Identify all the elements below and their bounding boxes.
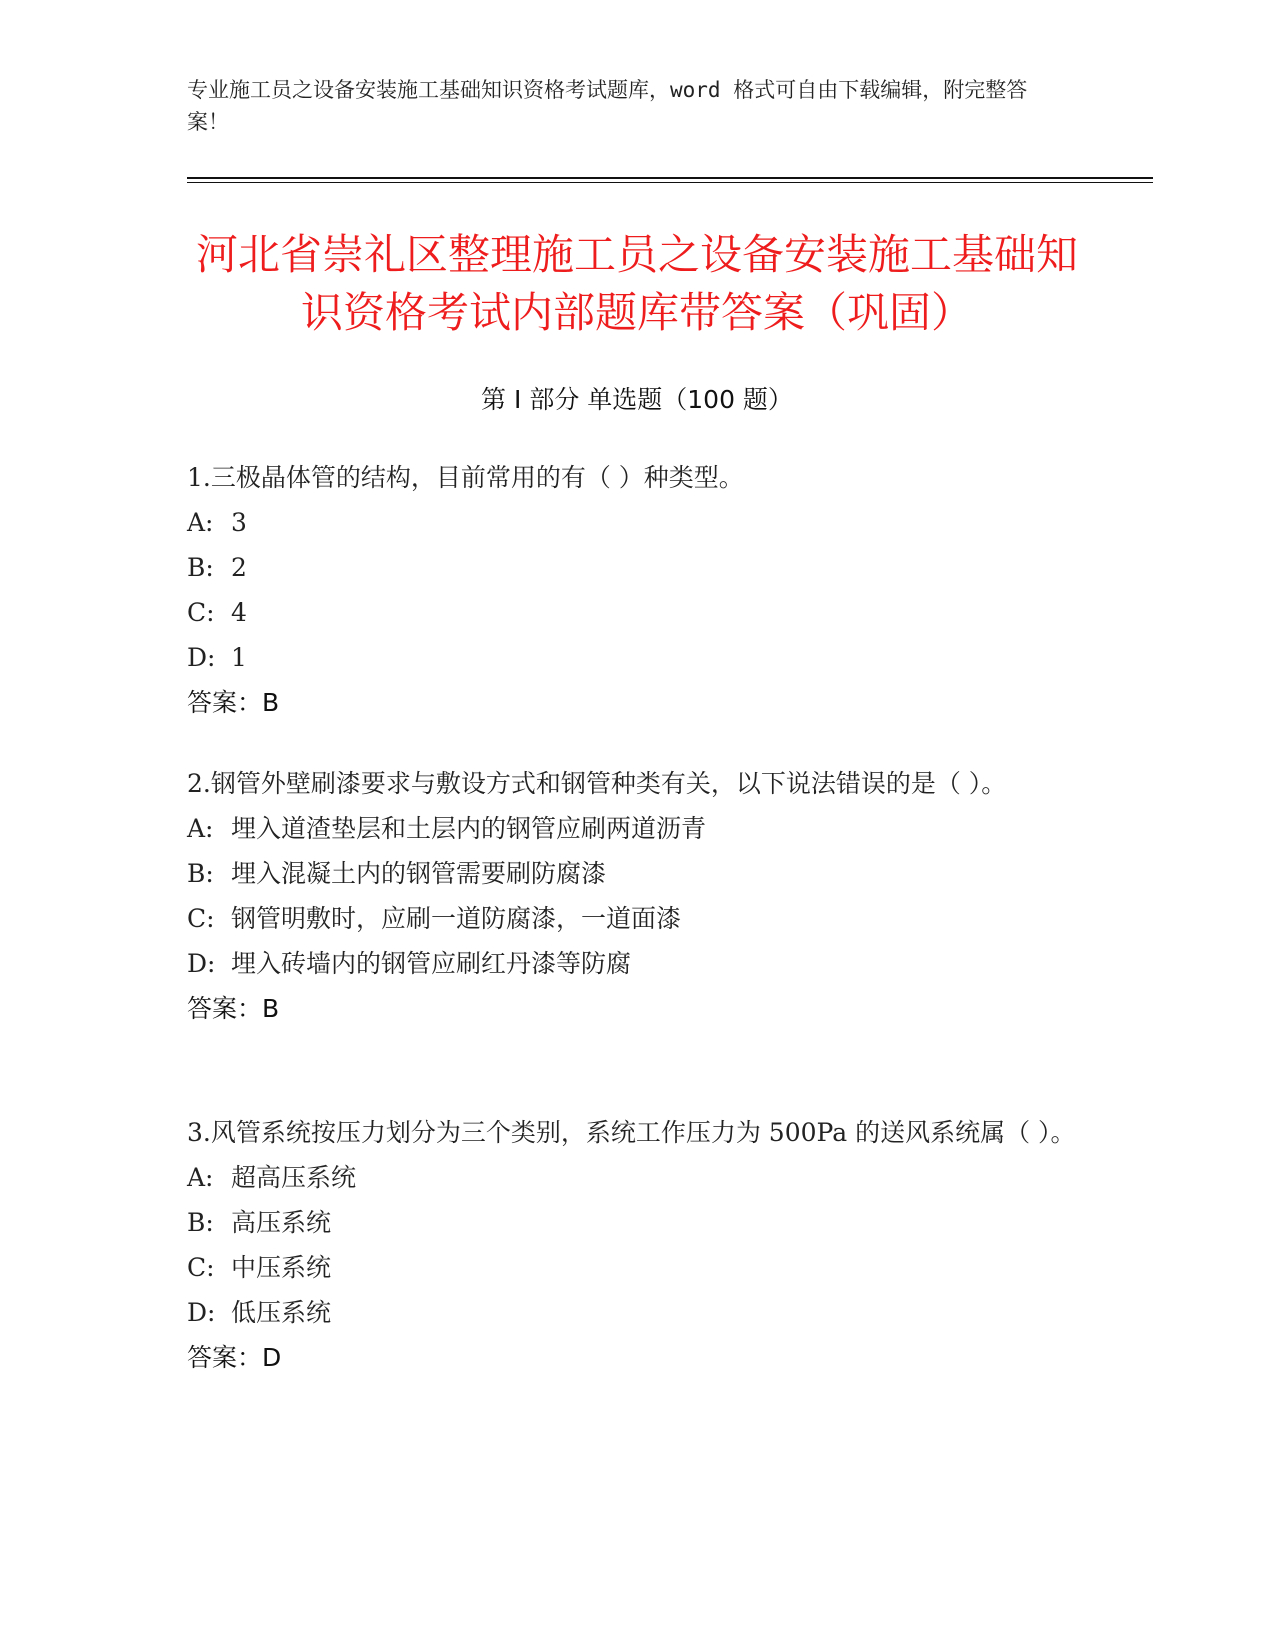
section-heading: 第 I 部分 单选题（100 题） bbox=[481, 385, 793, 414]
option-letter: A: bbox=[187, 814, 214, 843]
option-a bbox=[187, 806, 1087, 851]
option-text: 中压系统 bbox=[231, 1253, 332, 1282]
option-text: 埋入道渣垫层和土层内的钢管应刷两道沥青 bbox=[231, 814, 707, 843]
question-stem: 2.钢管外壁刷漆要求与敷设方式和钢管种类有关，以下说法错误的是（ ）。 bbox=[187, 769, 1007, 798]
option-text: 埋入砖墙内的钢管应刷红丹漆等防腐 bbox=[231, 949, 632, 978]
option-text: 4 bbox=[231, 598, 247, 627]
option-letter: C: bbox=[187, 598, 215, 627]
option-a bbox=[187, 500, 1087, 545]
answer-line: 答案：D bbox=[187, 1343, 282, 1372]
option-text: 钢管明敷时，应刷一道防腐漆，一道面漆 bbox=[231, 904, 682, 933]
option-text: 高压系统 bbox=[231, 1208, 332, 1237]
option-text: 低压系统 bbox=[231, 1298, 332, 1327]
option-text: 3 bbox=[231, 508, 247, 537]
option-c bbox=[187, 1245, 1087, 1290]
option-letter: D: bbox=[187, 643, 216, 672]
header-divider-thick bbox=[187, 177, 1153, 179]
answer-line: 答案：B bbox=[187, 994, 280, 1023]
question-stem: 3.风管系统按压力划分为三个类别，系统工作压力为 500Pa 的送风系统属（ ）。 bbox=[187, 1118, 1076, 1147]
option-letter: D: bbox=[187, 1298, 216, 1327]
document-title: 河北省崇礼区整理施工员之设备安装施工基础知识资格考试内部题库带答案（巩固） bbox=[195, 230, 1078, 337]
option-letter: A: bbox=[187, 508, 214, 537]
question-1 bbox=[187, 455, 1087, 725]
question-stem: 1.三极晶体管的结构，目前常用的有（ ）种类型。 bbox=[187, 463, 744, 492]
answer-line: 答案：B bbox=[187, 688, 280, 717]
option-d bbox=[187, 941, 1087, 986]
option-letter: B: bbox=[187, 1208, 214, 1237]
option-c bbox=[187, 896, 1087, 941]
option-c bbox=[187, 590, 1087, 635]
option-letter: C: bbox=[187, 904, 215, 933]
option-a bbox=[187, 1155, 1087, 1200]
header-divider-thin bbox=[187, 182, 1153, 183]
question-2 bbox=[187, 761, 1087, 1031]
option-b bbox=[187, 851, 1087, 896]
option-text: 超高压系统 bbox=[231, 1163, 357, 1192]
option-letter: D: bbox=[187, 949, 216, 978]
option-letter: A: bbox=[187, 1163, 214, 1192]
header-note: 专业施工员之设备安装施工基础知识资格考试题库，word 格式可自由下载编辑，附完整答案！ bbox=[187, 78, 1028, 134]
option-letter: C: bbox=[187, 1253, 215, 1282]
option-d bbox=[187, 1290, 1087, 1335]
option-letter: B: bbox=[187, 859, 214, 888]
question-3 bbox=[187, 1110, 1087, 1380]
option-text: 1 bbox=[231, 643, 247, 672]
option-b bbox=[187, 545, 1087, 590]
option-b bbox=[187, 1200, 1087, 1245]
option-text: 埋入混凝土内的钢管需要刷防腐漆 bbox=[231, 859, 607, 888]
option-text: 2 bbox=[231, 553, 247, 582]
option-letter: B: bbox=[187, 553, 214, 582]
option-d bbox=[187, 635, 1087, 680]
